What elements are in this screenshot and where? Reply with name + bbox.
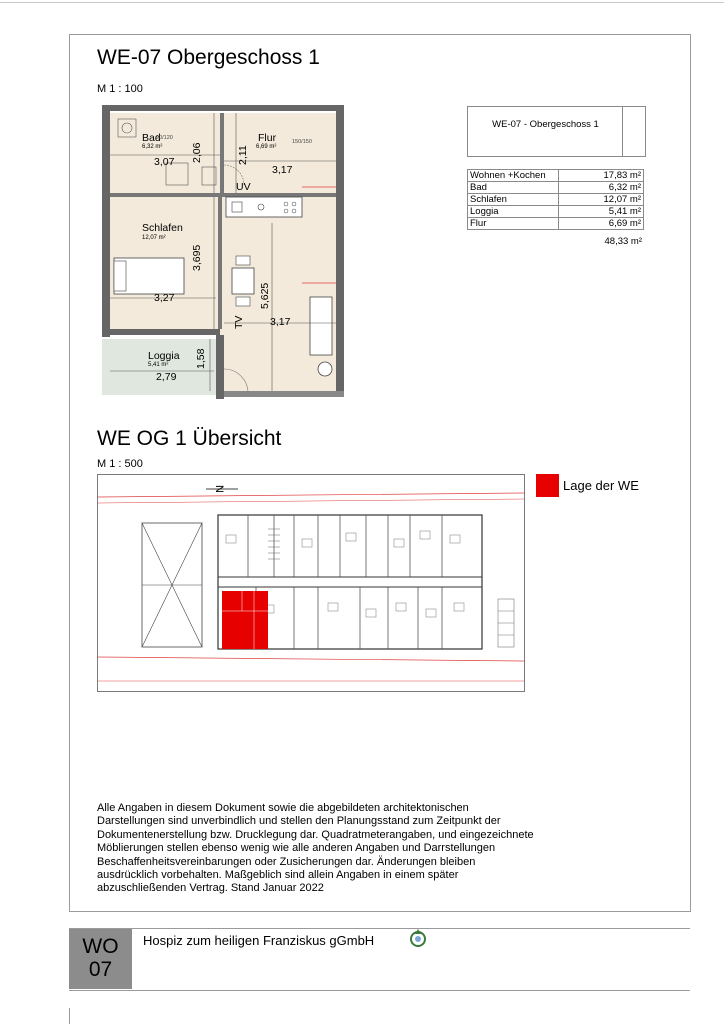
overview-drawing	[98, 475, 524, 691]
footer-top-rule	[69, 928, 690, 929]
room-loggia-name: Loggia	[148, 350, 180, 362]
table-row	[468, 182, 644, 194]
floor-plan	[96, 103, 348, 403]
legend-swatch	[536, 474, 559, 497]
table-row	[468, 170, 644, 182]
disclaimer-text: Alle Angaben in diesem Dokument sowie die abgebildeten architektonischen Darstellungen sind unverbindlich und stellen den Planungsstand zum Zeitpunkt der Dokumentenerstellung bzw. Drucklegung dar. Quadratmeterangaben, und eingezeichnete Möblierungen stellen ebenso wenig wie alle anderen Angaben und Darrstellungen Beschaffenheitsvereinbarungen oder Zusicherungen dar. Änderungen bleiben ausdrücklich vorbehalten. Maßgeblich sind allein Angaben in einem später abzuschließenden Vertrag. Stand Januar 2022	[97, 802, 534, 895]
code-line-2: 07	[88, 958, 113, 981]
area-total: 48,33 m²	[604, 236, 642, 247]
area-table	[467, 169, 644, 230]
room-loggia-area: 5,41 m²	[148, 362, 169, 368]
area-value: 5,41 m²	[559, 206, 644, 218]
table-row	[468, 218, 644, 230]
code-line-1: WO	[82, 935, 119, 958]
overview-plan	[97, 474, 525, 692]
room-schlafen-name: Schlafen	[142, 222, 183, 234]
tv-label: TV	[233, 315, 245, 329]
area-name: Bad	[468, 182, 559, 194]
room-bad-dim: 3,07	[154, 156, 175, 168]
room-loggia-dim2: 1,58	[195, 348, 207, 369]
area-value: 12,07 m²	[559, 194, 644, 206]
room-bad-area: 6,32 m²	[142, 144, 163, 150]
area-value: 6,32 m²	[559, 182, 644, 194]
room-flur-name: Flur	[258, 132, 277, 144]
room-schlafen-area: 12,07 m²	[142, 235, 166, 241]
area-value: 17,83 m²	[559, 170, 644, 182]
overview-title: WE OG 1 Übersicht	[97, 427, 282, 450]
area-name: Flur	[468, 218, 559, 230]
highlighted-unit	[222, 591, 268, 649]
page-title: WE-07 Obergeschoss 1	[97, 46, 320, 69]
room-wohnen-dim2: 5,625	[259, 282, 271, 309]
room-bad-tub: 90/120	[156, 135, 173, 141]
plan-scale: M 1 : 100	[97, 83, 143, 95]
uv-label: UV	[236, 181, 251, 193]
table-row	[468, 194, 644, 206]
room-flur-dim2: 2,11	[237, 145, 249, 165]
room-bad-name: Bad	[142, 132, 161, 144]
room-wohnen-dim: 3,17	[270, 316, 291, 328]
room-loggia-dim: 2,79	[156, 371, 177, 383]
room-bad-dim2: 2,06	[191, 142, 203, 163]
room-flur-area: 6,69 m²	[256, 144, 277, 150]
top-rule	[0, 2, 724, 3]
area-name: Wohnen +Kochen	[468, 170, 559, 182]
legend-label: Lage der WE	[563, 478, 639, 493]
area-name: Loggia	[468, 206, 559, 218]
summary-title: WE-07 - Obergeschoss 1	[492, 119, 599, 130]
room-flur-dim: 3,17	[272, 164, 293, 176]
table-row	[468, 206, 644, 218]
area-name: Schlafen	[468, 194, 559, 206]
room-schlafen-dim2: 3,695	[191, 244, 203, 271]
summary-title-box	[467, 106, 646, 157]
footer-bottom-rule	[69, 990, 690, 991]
document-code-badge	[69, 929, 132, 989]
room-schlafen-dim: 3,27	[154, 292, 175, 304]
north-arrow-label: N	[213, 485, 225, 493]
area-value: 6,69 m²	[559, 218, 644, 230]
company-logo-icon	[408, 928, 428, 948]
room-flur-shower: 150/150	[292, 139, 312, 145]
page-edge-mark	[69, 1008, 70, 1024]
overview-scale: M 1 : 500	[97, 458, 143, 470]
summary-title-divider	[622, 106, 645, 157]
company-name: Hospiz zum heiligen Franziskus gGmbH	[143, 933, 375, 948]
